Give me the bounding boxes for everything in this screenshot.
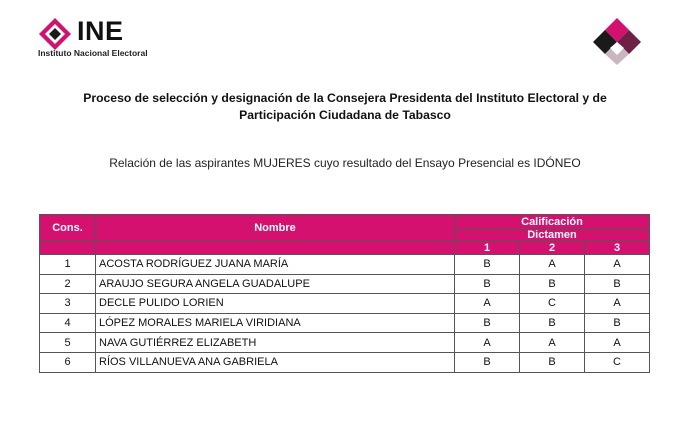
row-cons: 3 (40, 294, 96, 314)
ine-emblem-icon (593, 17, 641, 65)
row-name: ACOSTA RODRÍGUEZ JUANA MARÍA (96, 255, 455, 275)
row-score-3: A (585, 255, 650, 275)
row-score-3: A (585, 294, 650, 314)
row-score-1: B (455, 313, 520, 333)
ine-logo-text: INE (77, 16, 124, 46)
row-score-1: A (455, 333, 520, 353)
document-title-line-1: Proceso de selección y designación de la Consejera Presidenta del Instituto Electoral y de (83, 91, 607, 105)
row-name: LÓPEZ MORALES MARIELA VIRIDIANA (96, 313, 455, 333)
table-row (40, 294, 650, 314)
document-subtitle: Relación de las aspirantes MUJERES cuyo resultado del Ensayo Presencial es IDÓNEO (109, 156, 581, 170)
row-score-2: C (520, 294, 585, 314)
ine-logo-subtitle: Instituto Nacional Electoral (38, 48, 148, 58)
row-cons: 1 (40, 255, 96, 275)
row-score-3: B (585, 274, 650, 294)
row-score-3: C (585, 352, 650, 372)
row-score-3: A (585, 333, 650, 353)
row-cons: 5 (40, 333, 96, 353)
header-dictamen: Dictamen (455, 229, 650, 242)
ine-logo-mark-icon (38, 17, 72, 51)
row-score-2: B (520, 313, 585, 333)
row-score-2: A (520, 255, 585, 275)
row-cons: 6 (40, 352, 96, 372)
row-score-1: B (455, 274, 520, 294)
row-name: RÍOS VILLANUEVA ANA GABRIELA (96, 352, 455, 372)
header-score-3: 3 (585, 242, 650, 255)
row-cons: 4 (40, 313, 96, 333)
header-score-1: 1 (455, 242, 520, 255)
header-name-spacer (96, 242, 455, 255)
table-row (40, 352, 650, 372)
row-name: NAVA GUTIÉRREZ ELIZABETH (96, 333, 455, 353)
header-cons: Cons. (40, 215, 96, 242)
table-row (40, 313, 650, 333)
table-row (40, 255, 650, 275)
row-score-3: B (585, 313, 650, 333)
ine-logo (38, 17, 178, 57)
table-row (40, 333, 650, 353)
row-score-1: B (455, 352, 520, 372)
row-score-2: B (520, 352, 585, 372)
document-title (40, 90, 650, 124)
row-cons: 2 (40, 274, 96, 294)
header-score-2: 2 (520, 242, 585, 255)
row-score-1: B (455, 255, 520, 275)
header-name: Nombre (96, 215, 455, 242)
header-cons-spacer (40, 242, 96, 255)
table-row (40, 274, 650, 294)
row-score-2: A (520, 333, 585, 353)
row-name: ARAUJO SEGURA ANGELA GUADALUPE (96, 274, 455, 294)
document-title-line-2: Participación Ciudadana de Tabasco (239, 108, 451, 122)
results-table (39, 214, 650, 373)
row-name: DECLE PULIDO LORIEN (96, 294, 455, 314)
row-score-1: A (455, 294, 520, 314)
row-score-2: B (520, 274, 585, 294)
header-calificacion: Calificación (455, 215, 650, 229)
